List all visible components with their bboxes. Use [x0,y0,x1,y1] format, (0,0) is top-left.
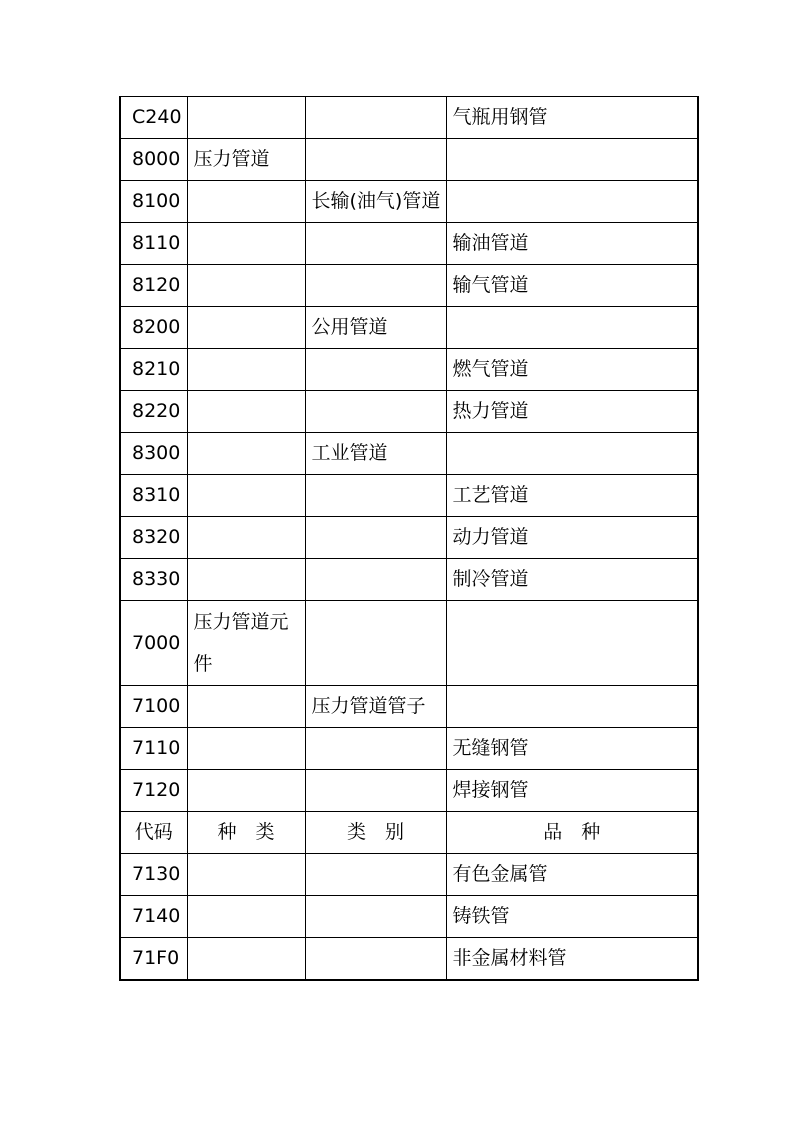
variety-cell [446,307,698,349]
code-cell: 7140 [120,896,187,938]
table-row [120,307,698,349]
variety-cell [446,601,698,686]
table-header-row [120,812,698,854]
type-cell [187,307,305,349]
header-category-cell: 类 别 [305,812,446,854]
category-cell [305,601,446,686]
variety-cell: 输气管道 [446,265,698,307]
category-cell [305,475,446,517]
variety-cell: 铸铁管 [446,896,698,938]
variety-cell: 非金属材料管 [446,938,698,980]
equipment-code-table [119,96,699,981]
table-row [120,97,698,139]
code-cell: 7130 [120,854,187,896]
type-cell: 压力管道元件 [187,601,305,686]
type-cell [187,181,305,223]
table-row [120,223,698,265]
variety-cell [446,139,698,181]
code-cell: 8320 [120,517,187,559]
table-row [120,181,698,223]
variety-cell: 气瓶用钢管 [446,97,698,139]
variety-cell [446,686,698,728]
table-body [120,97,698,980]
category-cell [305,854,446,896]
category-cell [305,559,446,601]
table-row [120,265,698,307]
code-cell: 8100 [120,181,187,223]
type-cell [187,223,305,265]
code-cell: 8110 [120,223,187,265]
code-cell: 8220 [120,391,187,433]
type-cell [187,854,305,896]
type-cell [187,265,305,307]
table-row [120,728,698,770]
type-cell [187,475,305,517]
category-cell [305,97,446,139]
category-cell: 工业管道 [305,433,446,475]
code-cell: 8210 [120,349,187,391]
code-cell: 8310 [120,475,187,517]
type-cell [187,938,305,980]
code-cell: 8300 [120,433,187,475]
code-cell: 8200 [120,307,187,349]
table-row [120,938,698,980]
variety-cell: 无缝钢管 [446,728,698,770]
table-row [120,433,698,475]
category-cell [305,223,446,265]
type-cell [187,433,305,475]
table-row [120,349,698,391]
variety-cell: 燃气管道 [446,349,698,391]
table-row [120,686,698,728]
type-cell [187,686,305,728]
table-row [120,391,698,433]
table-row [120,517,698,559]
variety-cell: 工艺管道 [446,475,698,517]
header-type-cell: 种 类 [187,812,305,854]
table-row [120,475,698,517]
header-code-cell: 代码 [120,812,187,854]
code-cell: 71F0 [120,938,187,980]
table-row [120,559,698,601]
table-row [120,854,698,896]
code-cell: 7100 [120,686,187,728]
table-row [120,139,698,181]
category-cell [305,938,446,980]
header-variety-cell: 品 种 [446,812,698,854]
type-cell [187,770,305,812]
code-cell: 8120 [120,265,187,307]
code-cell: 7120 [120,770,187,812]
variety-cell: 焊接钢管 [446,770,698,812]
code-cell: C240 [120,97,187,139]
category-cell [305,728,446,770]
type-cell: 压力管道 [187,139,305,181]
table-row [120,896,698,938]
category-cell [305,770,446,812]
variety-cell: 动力管道 [446,517,698,559]
category-cell [305,517,446,559]
category-cell: 压力管道管子 [305,686,446,728]
type-cell [187,97,305,139]
variety-cell: 输油管道 [446,223,698,265]
category-cell [305,139,446,181]
category-cell: 长输(油气)管道 [305,181,446,223]
variety-cell [446,181,698,223]
variety-cell: 有色金属管 [446,854,698,896]
type-cell [187,896,305,938]
category-cell [305,349,446,391]
code-cell: 7110 [120,728,187,770]
category-cell: 公用管道 [305,307,446,349]
code-cell: 8330 [120,559,187,601]
category-cell [305,896,446,938]
variety-cell [446,433,698,475]
type-cell [187,517,305,559]
type-cell [187,391,305,433]
category-cell [305,265,446,307]
variety-cell: 热力管道 [446,391,698,433]
type-cell [187,728,305,770]
code-cell: 8000 [120,139,187,181]
type-cell [187,559,305,601]
code-cell: 7000 [120,601,187,686]
variety-cell: 制冷管道 [446,559,698,601]
table-row [120,601,698,686]
category-cell [305,391,446,433]
type-cell [187,349,305,391]
table-row [120,770,698,812]
